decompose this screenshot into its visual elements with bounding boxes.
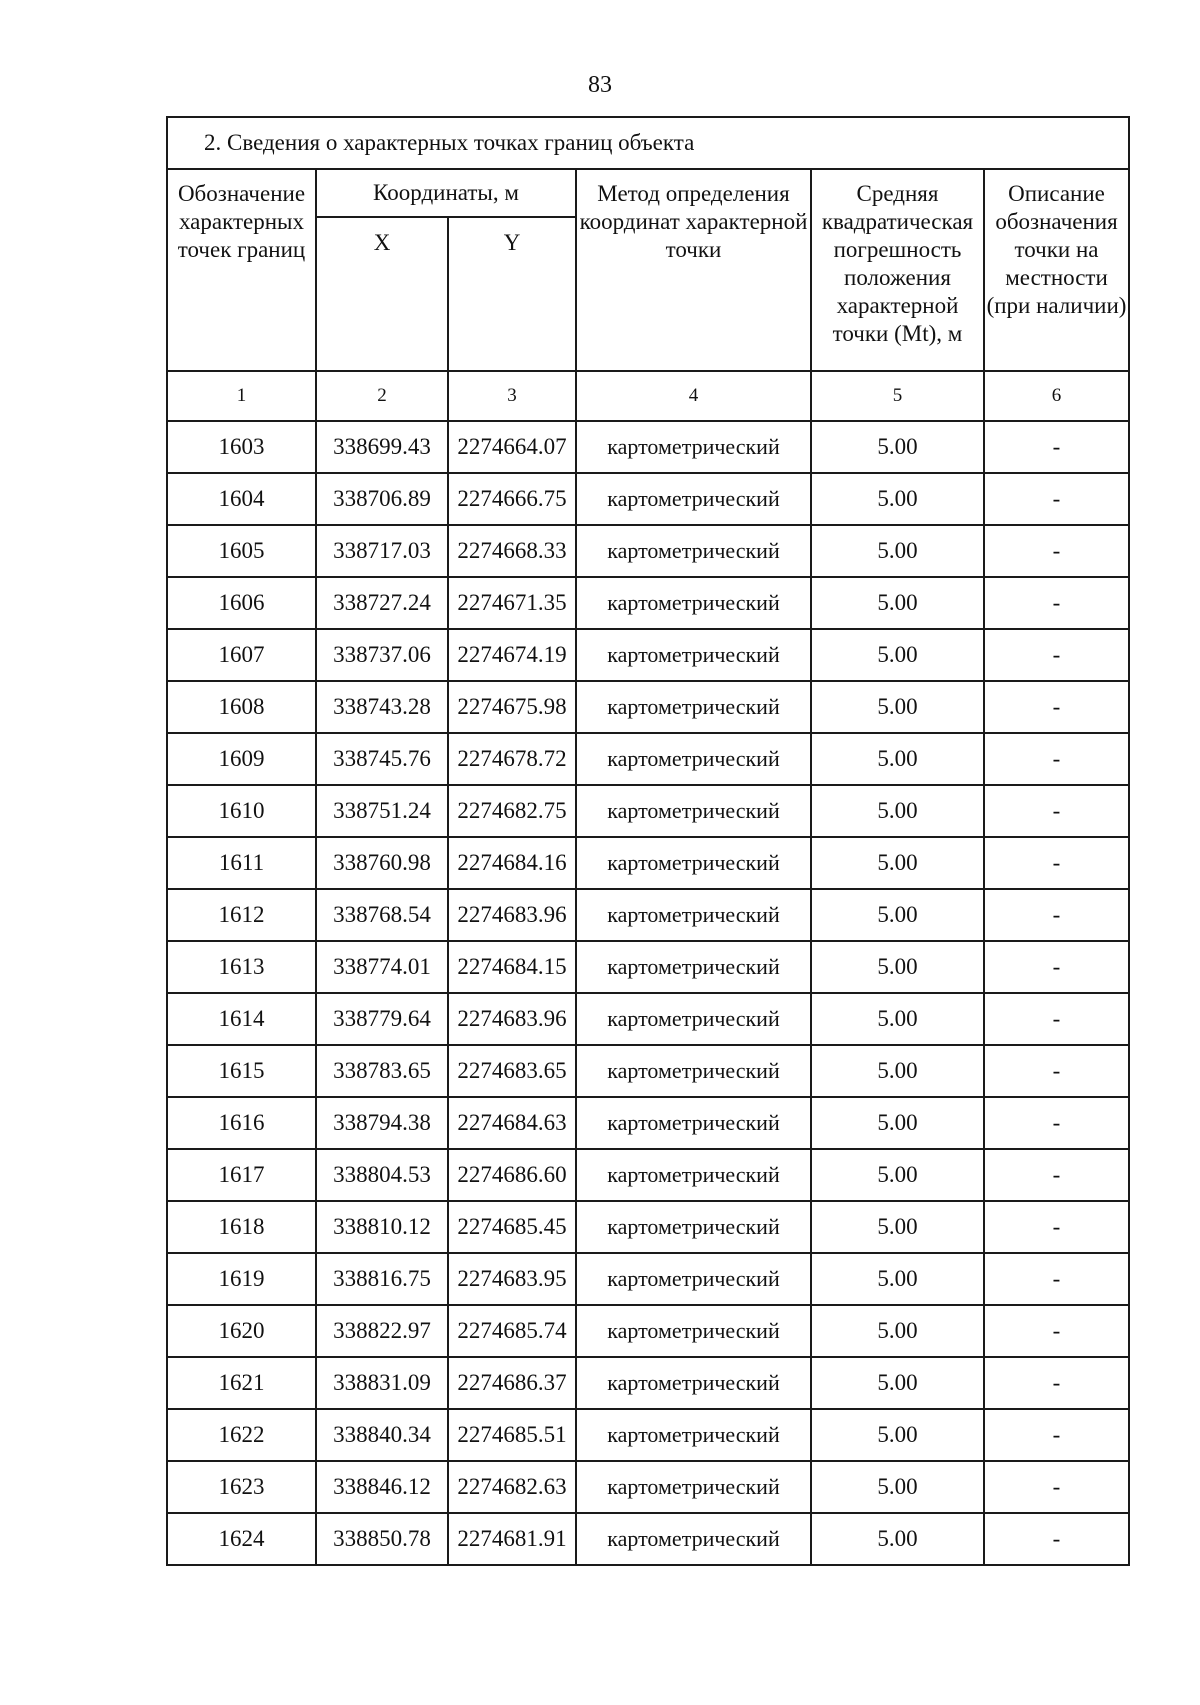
cell-method: картометрический <box>576 733 811 785</box>
cell-error: 5.00 <box>811 889 984 941</box>
cell-method: картометрический <box>576 785 811 837</box>
cell-x: 338794.38 <box>316 1097 448 1149</box>
cell-method: картометрический <box>576 1357 811 1409</box>
cell-point: 1613 <box>167 941 316 993</box>
cell-method: картометрический <box>576 473 811 525</box>
cell-method: картометрический <box>576 1149 811 1201</box>
cell-x: 338706.89 <box>316 473 448 525</box>
cell-y: 2274675.98 <box>448 681 576 733</box>
cell-point: 1618 <box>167 1201 316 1253</box>
cell-method: картометрический <box>576 1045 811 1097</box>
table-row <box>167 785 1129 837</box>
cell-description: - <box>984 1253 1129 1305</box>
cell-x: 338737.06 <box>316 629 448 681</box>
cell-point: 1608 <box>167 681 316 733</box>
table-caption: 2. Сведения о характерных точках границ объекта <box>167 117 1129 169</box>
cell-error: 5.00 <box>811 1305 984 1357</box>
cell-error: 5.00 <box>811 577 984 629</box>
table-row <box>167 577 1129 629</box>
cell-description: - <box>984 1149 1129 1201</box>
cell-point: 1606 <box>167 577 316 629</box>
cell-y: 2274683.96 <box>448 993 576 1045</box>
cell-description: - <box>984 889 1129 941</box>
cell-y: 2274678.72 <box>448 733 576 785</box>
cell-point: 1622 <box>167 1409 316 1461</box>
table-row <box>167 889 1129 941</box>
table-row <box>167 1305 1129 1357</box>
cell-x: 338831.09 <box>316 1357 448 1409</box>
table-row <box>167 681 1129 733</box>
cell-error: 5.00 <box>811 525 984 577</box>
column-number: 1 <box>167 371 316 421</box>
header-method: Метод определения координат характерной точки <box>576 169 811 371</box>
cell-x: 338699.43 <box>316 421 448 473</box>
cell-error: 5.00 <box>811 1201 984 1253</box>
cell-y: 2274685.51 <box>448 1409 576 1461</box>
header-description: Описание обозначения точки на местности (при наличии) <box>984 169 1129 371</box>
cell-point: 1609 <box>167 733 316 785</box>
cell-y: 2274683.95 <box>448 1253 576 1305</box>
cell-method: картометрический <box>576 941 811 993</box>
cell-method: картометрический <box>576 1253 811 1305</box>
cell-error: 5.00 <box>811 837 984 889</box>
cell-description: - <box>984 1461 1129 1513</box>
column-number: 5 <box>811 371 984 421</box>
boundary-points-table <box>166 116 1130 1566</box>
table-row <box>167 993 1129 1045</box>
cell-point: 1614 <box>167 993 316 1045</box>
cell-method: картометрический <box>576 1097 811 1149</box>
cell-method: картометрический <box>576 1461 811 1513</box>
table-row <box>167 525 1129 577</box>
cell-y: 2274682.63 <box>448 1461 576 1513</box>
header-row-top <box>167 169 1129 217</box>
table-row <box>167 1097 1129 1149</box>
cell-method: картометрический <box>576 1409 811 1461</box>
column-number: 4 <box>576 371 811 421</box>
cell-error: 5.00 <box>811 1253 984 1305</box>
cell-x: 338816.75 <box>316 1253 448 1305</box>
cell-y: 2274664.07 <box>448 421 576 473</box>
cell-method: картометрический <box>576 421 811 473</box>
cell-error: 5.00 <box>811 941 984 993</box>
column-number: 6 <box>984 371 1129 421</box>
cell-point: 1624 <box>167 1513 316 1565</box>
cell-error: 5.00 <box>811 785 984 837</box>
cell-y: 2274674.19 <box>448 629 576 681</box>
table-row <box>167 837 1129 889</box>
cell-error: 5.00 <box>811 1045 984 1097</box>
table-row <box>167 1461 1129 1513</box>
cell-point: 1619 <box>167 1253 316 1305</box>
cell-method: картометрический <box>576 577 811 629</box>
cell-y: 2274683.96 <box>448 889 576 941</box>
cell-description: - <box>984 525 1129 577</box>
cell-error: 5.00 <box>811 473 984 525</box>
cell-description: - <box>984 1097 1129 1149</box>
cell-description: - <box>984 629 1129 681</box>
table-caption-row <box>167 117 1129 169</box>
column-number-row <box>167 371 1129 421</box>
cell-method: картометрический <box>576 1305 811 1357</box>
page-number: 83 <box>588 72 612 98</box>
table-row <box>167 941 1129 993</box>
cell-error: 5.00 <box>811 1149 984 1201</box>
cell-x: 338846.12 <box>316 1461 448 1513</box>
cell-point: 1616 <box>167 1097 316 1149</box>
cell-error: 5.00 <box>811 421 984 473</box>
cell-description: - <box>984 1513 1129 1565</box>
table-row <box>167 1045 1129 1097</box>
header-y: Y <box>448 217 576 371</box>
cell-method: картометрический <box>576 889 811 941</box>
cell-point: 1611 <box>167 837 316 889</box>
cell-description: - <box>984 577 1129 629</box>
cell-error: 5.00 <box>811 681 984 733</box>
cell-description: - <box>984 785 1129 837</box>
cell-x: 338810.12 <box>316 1201 448 1253</box>
cell-x: 338717.03 <box>316 525 448 577</box>
cell-point: 1617 <box>167 1149 316 1201</box>
table-row <box>167 1149 1129 1201</box>
cell-x: 338745.76 <box>316 733 448 785</box>
cell-method: картометрический <box>576 629 811 681</box>
cell-description: - <box>984 681 1129 733</box>
cell-x: 338783.65 <box>316 1045 448 1097</box>
cell-x: 338751.24 <box>316 785 448 837</box>
cell-point: 1621 <box>167 1357 316 1409</box>
cell-y: 2274666.75 <box>448 473 576 525</box>
cell-x: 338774.01 <box>316 941 448 993</box>
cell-y: 2274686.37 <box>448 1357 576 1409</box>
cell-y: 2274686.60 <box>448 1149 576 1201</box>
cell-method: картометрический <box>576 1513 811 1565</box>
cell-description: - <box>984 1409 1129 1461</box>
header-x: X <box>316 217 448 371</box>
cell-x: 338760.98 <box>316 837 448 889</box>
table-row <box>167 1409 1129 1461</box>
cell-x: 338768.54 <box>316 889 448 941</box>
column-number: 3 <box>448 371 576 421</box>
cell-description: - <box>984 421 1129 473</box>
cell-x: 338822.97 <box>316 1305 448 1357</box>
cell-y: 2274684.15 <box>448 941 576 993</box>
cell-description: - <box>984 837 1129 889</box>
cell-description: - <box>984 1201 1129 1253</box>
cell-error: 5.00 <box>811 1409 984 1461</box>
cell-y: 2274684.63 <box>448 1097 576 1149</box>
cell-description: - <box>984 1305 1129 1357</box>
cell-y: 2274671.35 <box>448 577 576 629</box>
cell-description: - <box>984 1045 1129 1097</box>
cell-description: - <box>984 733 1129 785</box>
cell-description: - <box>984 473 1129 525</box>
cell-method: картометрический <box>576 1201 811 1253</box>
column-number: 2 <box>316 371 448 421</box>
table-row <box>167 1253 1129 1305</box>
cell-x: 338727.24 <box>316 577 448 629</box>
cell-point: 1605 <box>167 525 316 577</box>
cell-point: 1612 <box>167 889 316 941</box>
cell-point: 1604 <box>167 473 316 525</box>
cell-point: 1607 <box>167 629 316 681</box>
cell-method: картометрический <box>576 837 811 889</box>
cell-x: 338850.78 <box>316 1513 448 1565</box>
cell-y: 2274685.74 <box>448 1305 576 1357</box>
cell-y: 2274684.16 <box>448 837 576 889</box>
table-body <box>167 117 1129 1565</box>
header-designation: Обозначение характерных точек границ <box>167 169 316 371</box>
cell-y: 2274683.65 <box>448 1045 576 1097</box>
cell-error: 5.00 <box>811 1097 984 1149</box>
cell-method: картометрический <box>576 993 811 1045</box>
cell-method: картометрический <box>576 525 811 577</box>
table-row <box>167 421 1129 473</box>
cell-y: 2274682.75 <box>448 785 576 837</box>
cell-error: 5.00 <box>811 1461 984 1513</box>
cell-y: 2274685.45 <box>448 1201 576 1253</box>
cell-x: 338840.34 <box>316 1409 448 1461</box>
table-row <box>167 1201 1129 1253</box>
cell-error: 5.00 <box>811 1357 984 1409</box>
table-row <box>167 473 1129 525</box>
cell-error: 5.00 <box>811 993 984 1045</box>
cell-y: 2274668.33 <box>448 525 576 577</box>
cell-error: 5.00 <box>811 733 984 785</box>
cell-x: 338743.28 <box>316 681 448 733</box>
cell-point: 1620 <box>167 1305 316 1357</box>
cell-error: 5.00 <box>811 629 984 681</box>
cell-x: 338804.53 <box>316 1149 448 1201</box>
table-row <box>167 1357 1129 1409</box>
cell-error: 5.00 <box>811 1513 984 1565</box>
cell-y: 2274681.91 <box>448 1513 576 1565</box>
cell-x: 338779.64 <box>316 993 448 1045</box>
cell-point: 1603 <box>167 421 316 473</box>
header-coordinates: Координаты, м <box>316 169 576 217</box>
table-row <box>167 733 1129 785</box>
cell-method: картометрический <box>576 681 811 733</box>
cell-description: - <box>984 1357 1129 1409</box>
cell-description: - <box>984 993 1129 1045</box>
header-error: Средняя квадратическая погрешность положения характерной точки (Mt), м <box>811 169 984 371</box>
cell-point: 1615 <box>167 1045 316 1097</box>
cell-point: 1623 <box>167 1461 316 1513</box>
table-row <box>167 629 1129 681</box>
table-row <box>167 1513 1129 1565</box>
cell-point: 1610 <box>167 785 316 837</box>
cell-description: - <box>984 941 1129 993</box>
